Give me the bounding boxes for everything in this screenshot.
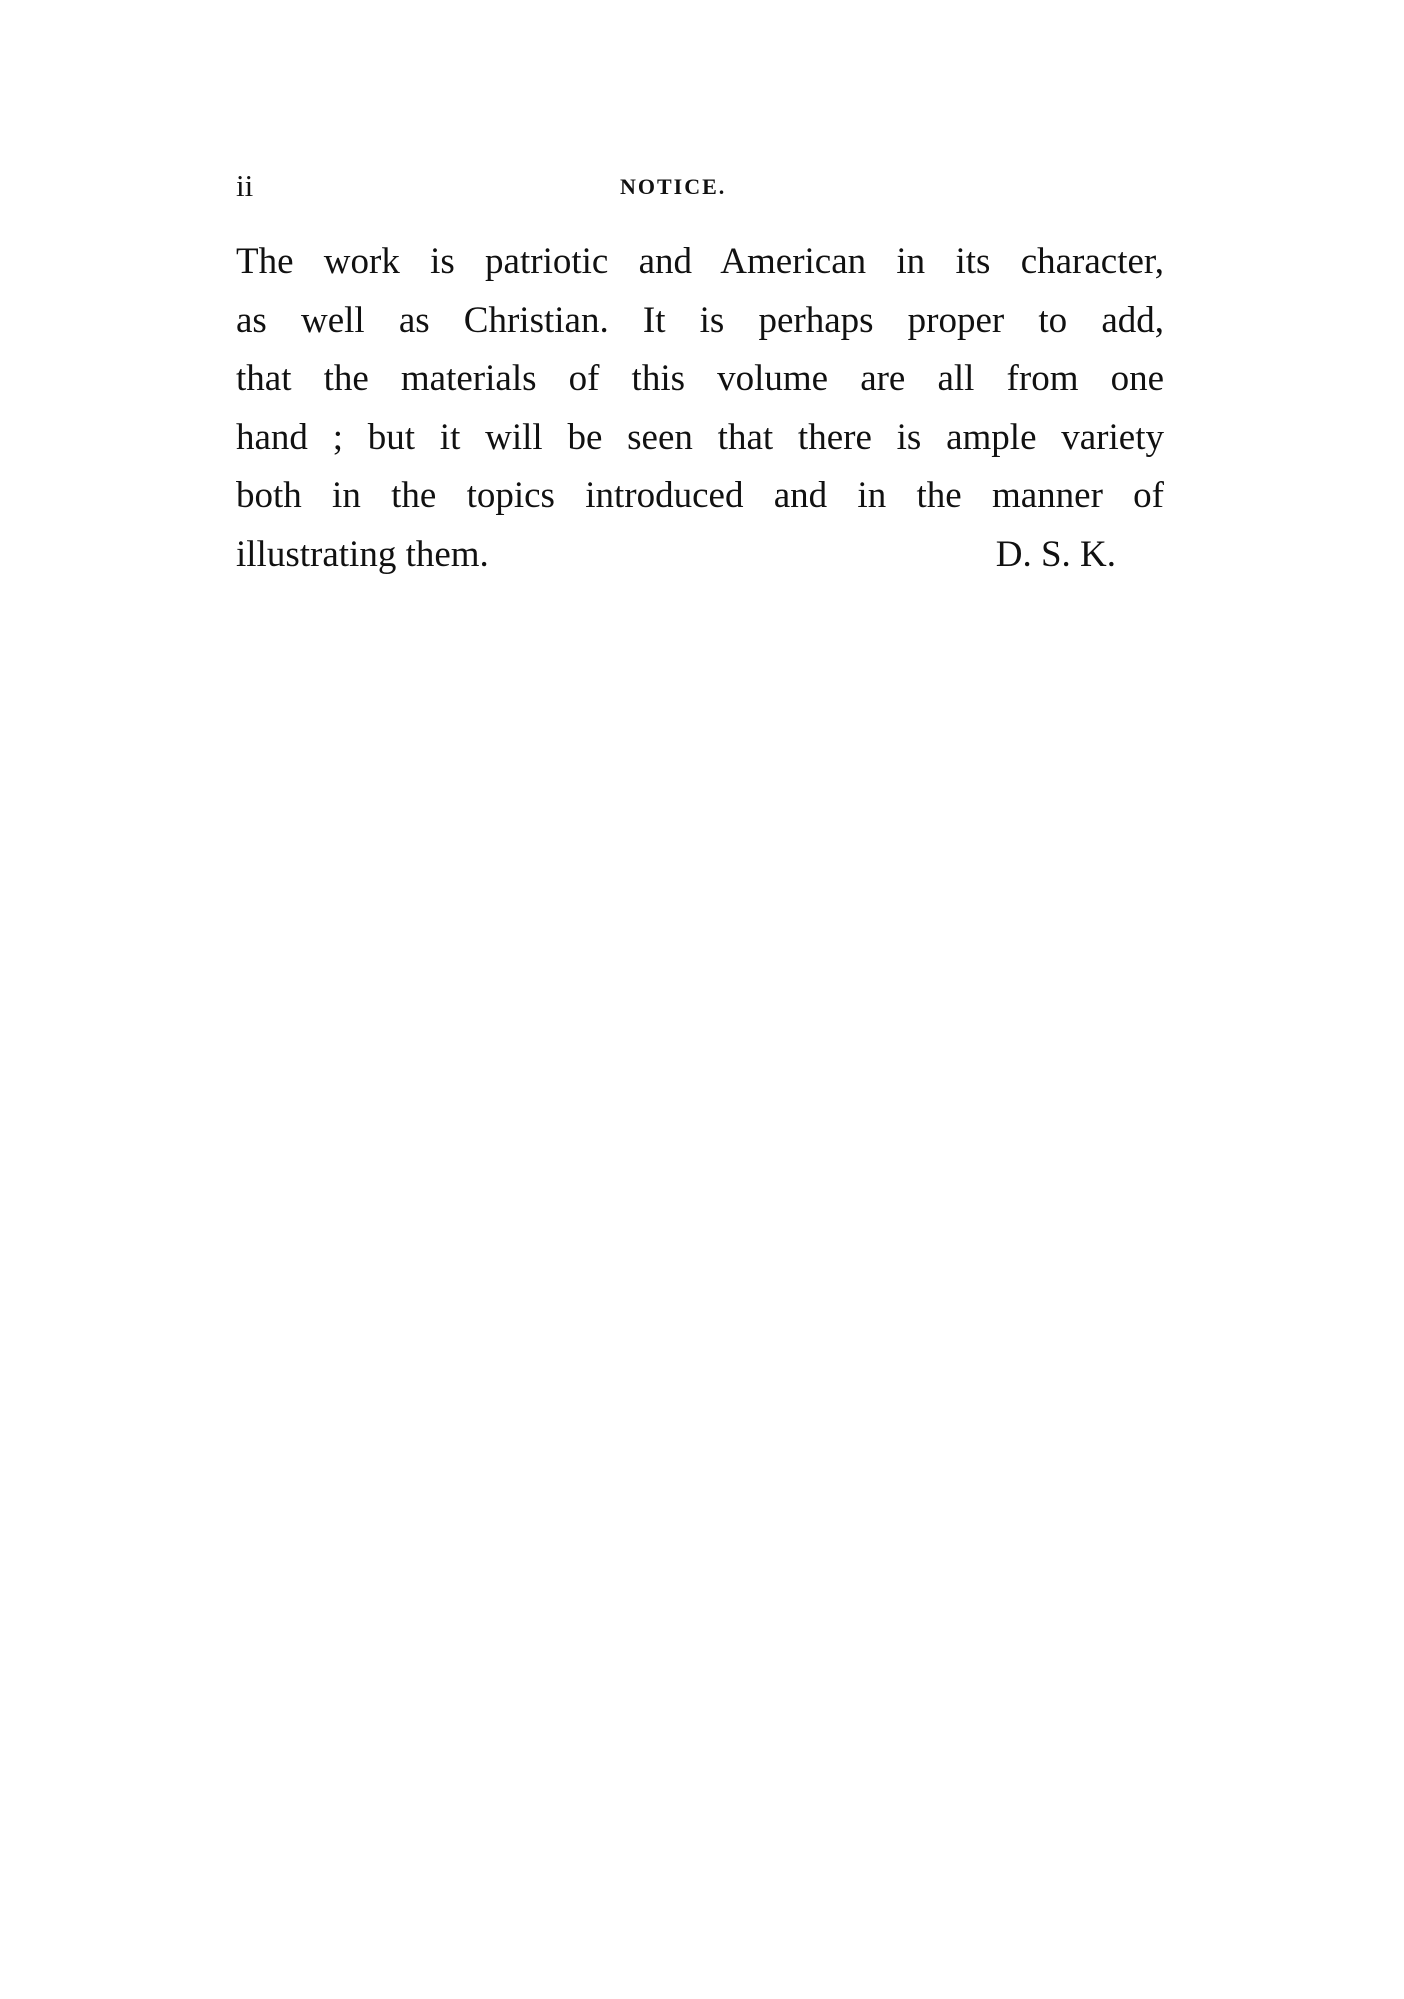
text-line: that the materials of this volume are all from one: [236, 358, 1164, 399]
text-line: illustrating them.: [236, 533, 489, 575]
body-paragraph: [236, 233, 1164, 584]
running-head: NOTICE.: [620, 174, 727, 199]
text-line: hand ; but it will be seen that there is ample variety: [236, 416, 1164, 458]
closing-line: [236, 526, 1116, 585]
text-line: The work is patriotic and American in its character,: [236, 241, 1164, 282]
page-number: ii: [236, 168, 254, 203]
signature: D. S. K.: [995, 533, 1116, 575]
text-line: both in the topics introduced and in the manner of: [236, 475, 1164, 516]
text-line: as well as Christian. It is perhaps proper to add,: [236, 299, 1164, 341]
